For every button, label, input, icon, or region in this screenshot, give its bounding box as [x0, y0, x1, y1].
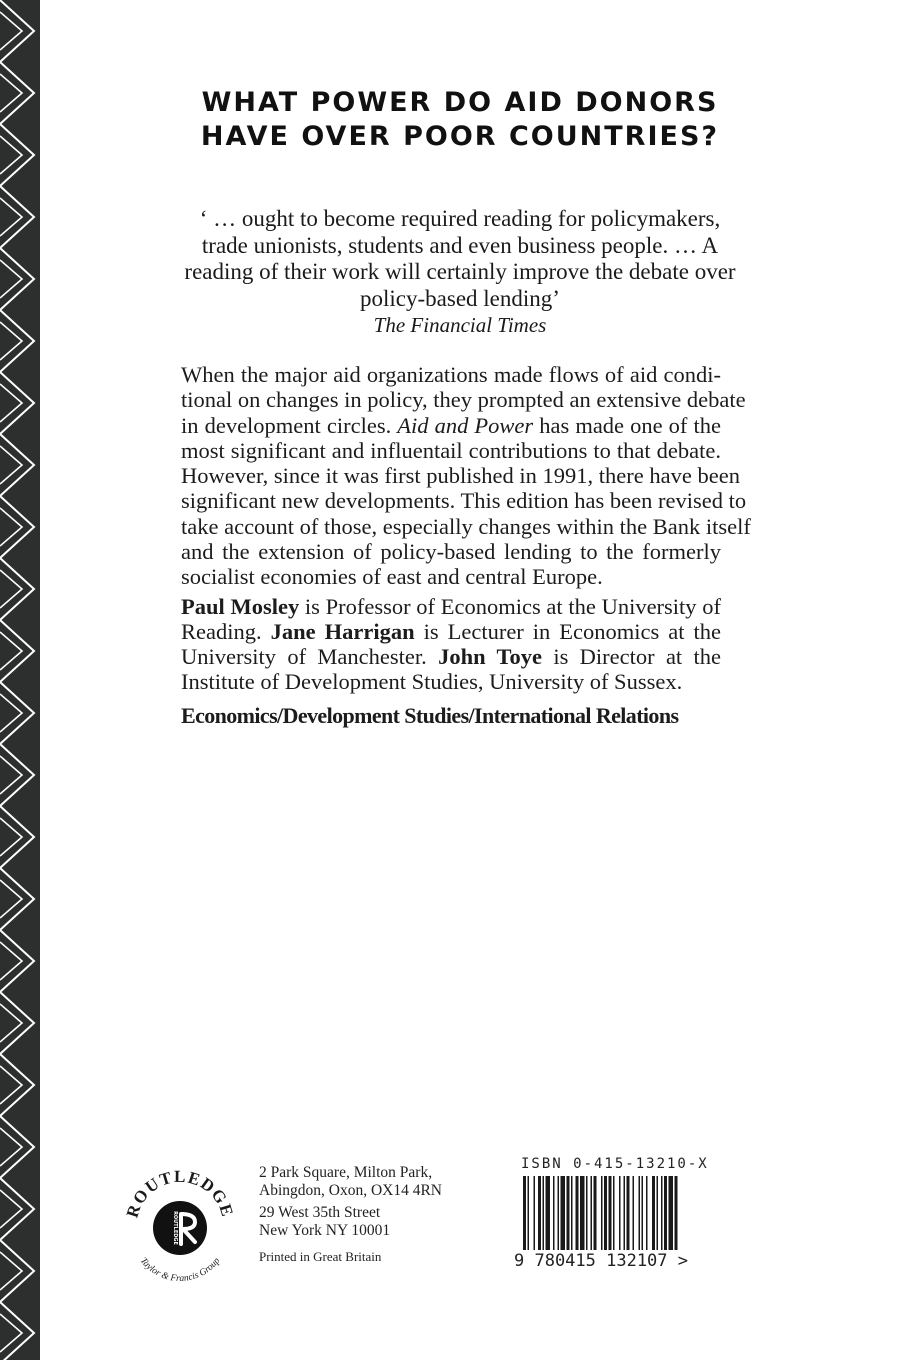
spine-chevron — [0, 1178, 34, 1240]
address-line: 29 West 35th Street — [259, 1204, 381, 1221]
spine-chevron — [0, 620, 34, 682]
headline-line-2: HAVE OVER POOR COUNTRIES? — [200, 121, 720, 152]
spine-chevron — [0, 806, 34, 868]
isbn-label: ISBN 0-415-13210-X — [521, 1156, 709, 1172]
barcode-bar — [538, 1176, 541, 1250]
author-line: Institute of Development Studies, University of Sussex. — [181, 669, 683, 694]
barcode-bar — [609, 1176, 612, 1250]
barcode-bar — [567, 1176, 570, 1250]
blurb-line: and the extension of policy-based lending to the formerly — [181, 539, 721, 565]
spine-chevron — [0, 992, 34, 1054]
blurb-text: in development circles. — [181, 412, 392, 438]
spine-chevron — [0, 930, 34, 992]
blurb-line — [181, 413, 721, 438]
spine-chevron — [0, 558, 34, 620]
headline — [150, 86, 770, 154]
barcode-bar — [657, 1176, 659, 1250]
barcode-bar — [586, 1176, 588, 1250]
barcode-bar — [633, 1176, 635, 1250]
address-line: 2 Park Square, Milton Park, — [259, 1164, 433, 1181]
book-title: Aid and Power — [397, 412, 534, 438]
barcode-bar — [627, 1176, 630, 1250]
barcode-bar — [546, 1176, 551, 1250]
spine-chevron — [0, 1116, 34, 1178]
barcode — [523, 1176, 709, 1250]
author-line — [181, 594, 721, 619]
logo-ring-text: ROUTLEDGE — [122, 1166, 238, 1220]
blurb-line: However, since it was first published in 1991, there have been — [181, 463, 740, 489]
barcode-bar — [619, 1176, 621, 1250]
spine-chevron — [0, 248, 34, 310]
review-quote — [150, 206, 770, 339]
spine-chevron — [0, 372, 34, 434]
barcode-bar — [604, 1176, 607, 1250]
barcode-bar — [558, 1176, 560, 1250]
barcode-bar — [642, 1176, 644, 1250]
logo-group-text: Taylor & Francis Group — [137, 1256, 223, 1285]
spine-chevron — [0, 434, 34, 496]
author-text: is Lecturer in Economics at the — [423, 619, 721, 644]
author-name: John Toye — [438, 644, 542, 669]
barcode-bar — [601, 1176, 603, 1250]
barcode-bar — [543, 1176, 545, 1250]
blurb-line: When the major aid organizations made flows of aid condi- — [181, 362, 721, 387]
publisher-address — [259, 1164, 442, 1266]
address-line: Abingdon, Oxon, OX14 4RN — [259, 1182, 442, 1199]
blurb-line: socialist economies of east and central Europe. — [181, 564, 603, 590]
barcode-bar — [624, 1176, 626, 1250]
quote-line-4: policy-based lending’ — [360, 285, 560, 311]
barcode-bar — [561, 1176, 566, 1250]
author-text: Reading. — [181, 619, 262, 644]
spine-chevron — [0, 62, 34, 124]
printed-in: Printed in Great Britain — [259, 1249, 382, 1264]
barcode-bar — [591, 1176, 593, 1250]
quote-source: The Financial Times — [373, 313, 547, 337]
spine-chevron — [0, 310, 34, 372]
spine-chevron — [0, 1054, 34, 1116]
barcode-bar — [534, 1176, 536, 1250]
barcode-bar — [523, 1176, 526, 1250]
barcode-bar — [528, 1176, 530, 1250]
blurb-line: most significant and influentail contributions to that debate. — [181, 437, 721, 463]
barcode-bar — [669, 1176, 674, 1250]
quote-line-3: reading of their work will certainly improve the debate over — [184, 259, 736, 284]
barcode-bar — [553, 1176, 555, 1250]
spine-chevron — [0, 744, 34, 806]
ean-digits: 9 780415 132107 > — [514, 1251, 688, 1271]
spine-chevron — [0, 1240, 34, 1302]
barcode-bar — [594, 1176, 597, 1250]
address-line: New York NY 10001 — [259, 1222, 391, 1239]
logo-inner-text: ROUTLEDGE — [172, 1211, 178, 1245]
spine-chevron — [0, 682, 34, 744]
quote-line-1: ‘ … ought to become required reading for policymakers, — [199, 206, 721, 231]
blurb-text: has made one of the — [539, 412, 721, 438]
geometric-spine-pattern — [0, 0, 40, 1360]
author-name: Paul Mosley — [181, 594, 300, 619]
barcode-bar — [571, 1176, 573, 1250]
author-text: University of Manchester. — [181, 644, 427, 669]
barcode-bar — [661, 1176, 663, 1250]
barcode-bar — [576, 1176, 579, 1250]
barcode-bar — [639, 1176, 641, 1250]
author-text: is Professor of Economics at the University of — [304, 594, 721, 619]
spine-chevron — [0, 186, 34, 248]
spine-chevron — [0, 0, 34, 62]
author-text: is Director at the — [553, 644, 722, 669]
author-line — [181, 619, 721, 644]
barcode-bar — [613, 1176, 615, 1250]
barcode-bar — [664, 1176, 667, 1250]
blurb-line: take account of those, especially changes within the Bank itself — [181, 513, 751, 539]
routledge-logo — [117, 1162, 243, 1288]
subject-categories: Economics/Development Studies/International Relations — [181, 703, 679, 728]
quote-line-2: trade unionists, students and even business people. … A — [201, 232, 719, 258]
blurb-line: significant new developments. This edition has been revised to — [181, 488, 747, 514]
author-line — [181, 644, 721, 669]
barcode-bar — [675, 1176, 678, 1250]
barcode-bar — [652, 1176, 655, 1250]
author-bios — [181, 594, 721, 694]
spine-chevron — [0, 496, 34, 558]
book-description — [181, 362, 751, 590]
author-name: Jane Harrigan — [270, 619, 415, 644]
spine-chevron — [0, 124, 34, 186]
spine-pattern — [0, 0, 40, 1360]
headline-line-1: WHAT POWER DO AID DONORS — [201, 87, 719, 118]
barcode-bar — [580, 1176, 585, 1250]
spine-chevron — [0, 868, 34, 930]
spine-chevron — [0, 1302, 34, 1360]
barcode-bar — [646, 1176, 648, 1250]
blurb-line: tional on changes in policy, they prompted an extensive debate — [181, 387, 746, 413]
